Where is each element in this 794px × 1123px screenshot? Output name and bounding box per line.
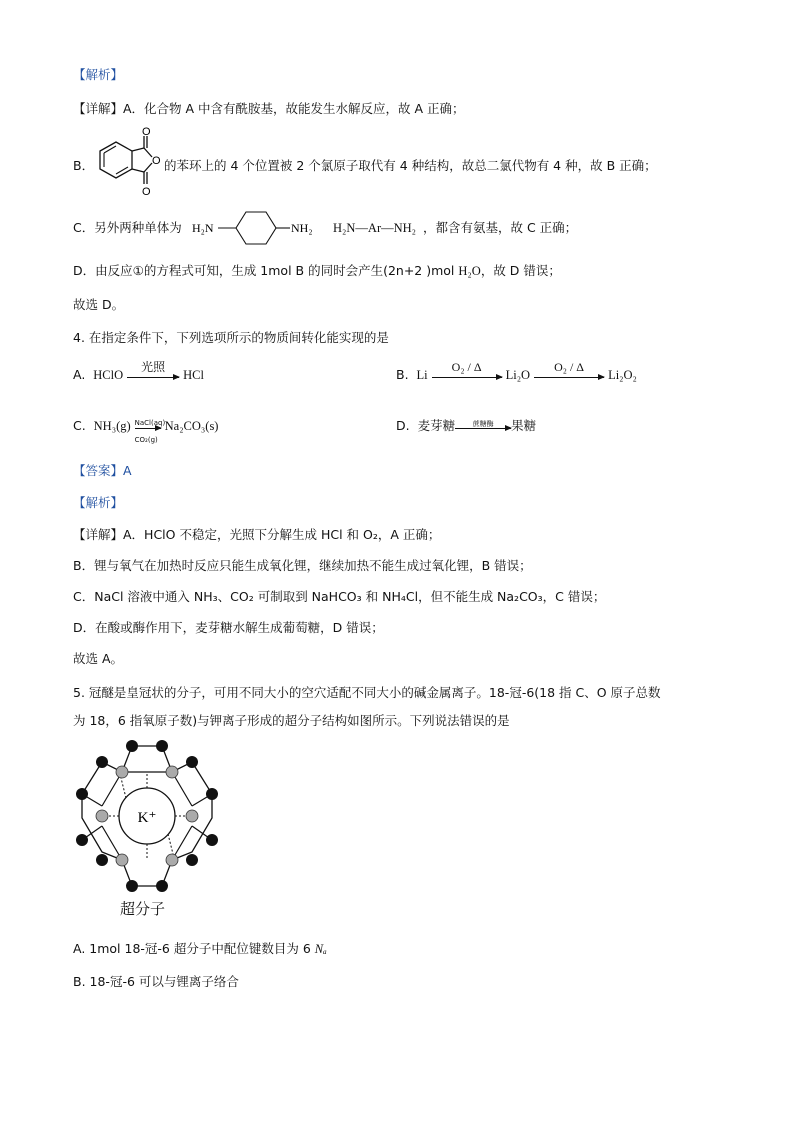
option-letter: D. bbox=[396, 418, 410, 433]
analysis-heading-q4: 【解析】 bbox=[73, 495, 124, 510]
question-5-stem-line2: 为 18，6 指氧原子数)与钾离子形成的超分子结构如图所示。下列说法错误的是 bbox=[73, 713, 510, 728]
detail-d-end: ，故 D 错误； bbox=[480, 263, 561, 278]
detail-d-text: D．由反应①的方程式可知，生成 1mol B 的同时会产生(2n+2 )mol bbox=[73, 263, 455, 278]
reaction-arrow bbox=[127, 360, 179, 378]
q5-option-a bbox=[73, 940, 327, 958]
arrow-condition: 蔗糖酶 bbox=[472, 420, 494, 428]
arrow-condition: 光照 bbox=[141, 360, 166, 374]
reaction-arrow bbox=[455, 420, 511, 429]
conclusion-q4: 故选 A。 bbox=[73, 651, 124, 666]
arrow-condition: O₂ / Δ bbox=[451, 360, 482, 374]
figure-caption: 超分子 bbox=[120, 900, 166, 918]
q5-option-b: B. 18-冠-6 可以与锂离子络合 bbox=[73, 974, 239, 989]
analysis-heading: 【解析】 bbox=[73, 67, 124, 82]
monomer-2: H₂N—Ar—NH₂ bbox=[333, 221, 417, 235]
detail-d bbox=[73, 262, 561, 280]
q4-option-b bbox=[396, 360, 637, 384]
product: Na₂CO₃(s) bbox=[164, 419, 219, 433]
conclusion-q3: 故选 D。 bbox=[73, 297, 125, 312]
k-ion-label: K⁺ bbox=[137, 810, 157, 826]
svg-text:O: O bbox=[142, 126, 151, 138]
arrow-condition-bottom: CO₂(g) bbox=[134, 436, 158, 444]
arrow-condition: O₂ / Δ bbox=[554, 360, 585, 374]
svg-text:O: O bbox=[142, 186, 151, 198]
detail-a: 【详解】A．化合物 A 中含有酰胺基，故能发生水解反应，故 A 正确； bbox=[73, 101, 465, 116]
species-1: Li bbox=[416, 368, 428, 382]
product: 果糖 bbox=[511, 418, 537, 433]
product: HCl bbox=[183, 368, 204, 382]
option-letter: C. bbox=[73, 418, 86, 433]
q4-option-c bbox=[73, 417, 219, 444]
species-2: Li₂O bbox=[505, 368, 531, 382]
q4-detail-a: 【详解】A．HClO 不稳定，光照下分解生成 HCl 和 O₂，A 正确； bbox=[73, 527, 441, 542]
svg-text:H₂N: H₂N bbox=[192, 221, 214, 235]
reactant: HClO bbox=[93, 368, 124, 382]
option-letter: A. bbox=[73, 367, 86, 382]
species-3: Li₂O₂ bbox=[608, 368, 637, 382]
svg-text:NH₂: NH₂ bbox=[291, 221, 313, 235]
phthalic-anhydride-structure bbox=[92, 124, 164, 204]
detail-b-text: 的苯环上的 4 个位置被 2 个氯原子取代有 4 种结构，故总二氯代物有 4 种，故 B 正确； bbox=[164, 158, 657, 173]
answer-q4: 【答案】A bbox=[73, 463, 132, 478]
q5-option-a-text: A. 1mol 18-冠-6 超分子中配位键数目为 6 bbox=[73, 941, 311, 956]
avogadro-symbol: Nₐ bbox=[314, 942, 327, 956]
reactant: NH₃(g) bbox=[93, 419, 131, 433]
arrow-condition-top: NaCl(aq) bbox=[134, 419, 166, 427]
detail-b-prefix: B． bbox=[73, 158, 95, 173]
question-5-stem-line1: 5. 冠醚是皇冠状的分子，可用不同大小的空穴适配不同大小的碱金属离子。18-冠-6(18 指 C、O 原子总数 bbox=[73, 685, 661, 700]
q4-detail-d: D．在酸或酶作用下，麦芽糖水解生成葡萄糖，D 错误； bbox=[73, 620, 384, 635]
q4-option-d bbox=[396, 417, 536, 435]
reactant: 麦芽糖 bbox=[417, 418, 456, 433]
p-phenylenediamine-structure bbox=[190, 206, 330, 248]
q4-detail-b: B．锂与氧气在加热时反应只能生成氧化锂，继续加热不能生成过氧化锂，B 错误； bbox=[73, 558, 532, 573]
option-letter: B. bbox=[396, 367, 409, 382]
reaction-arrow-1 bbox=[432, 360, 502, 378]
q4-option-a bbox=[73, 360, 204, 384]
question-4-stem: 4. 在指定条件下，下列选项所示的物质间转化能实现的是 bbox=[73, 330, 389, 345]
detail-c-prefix: C．另外两种单体为 bbox=[73, 220, 182, 235]
water-formula: H₂O bbox=[458, 264, 481, 278]
detail-c-suffix: ，都含有氨基，故 C 正确； bbox=[423, 220, 578, 235]
q4-detail-c: C．NaCl 溶液中通入 NH₃、CO₂ 可制取到 NaHCO₃ 和 NH₄Cl，但不能生成 Na₂CO₃，C 错误； bbox=[73, 589, 606, 604]
reaction-arrow bbox=[134, 419, 166, 444]
svg-text:O: O bbox=[152, 155, 161, 167]
reaction-arrow-2 bbox=[534, 360, 604, 378]
